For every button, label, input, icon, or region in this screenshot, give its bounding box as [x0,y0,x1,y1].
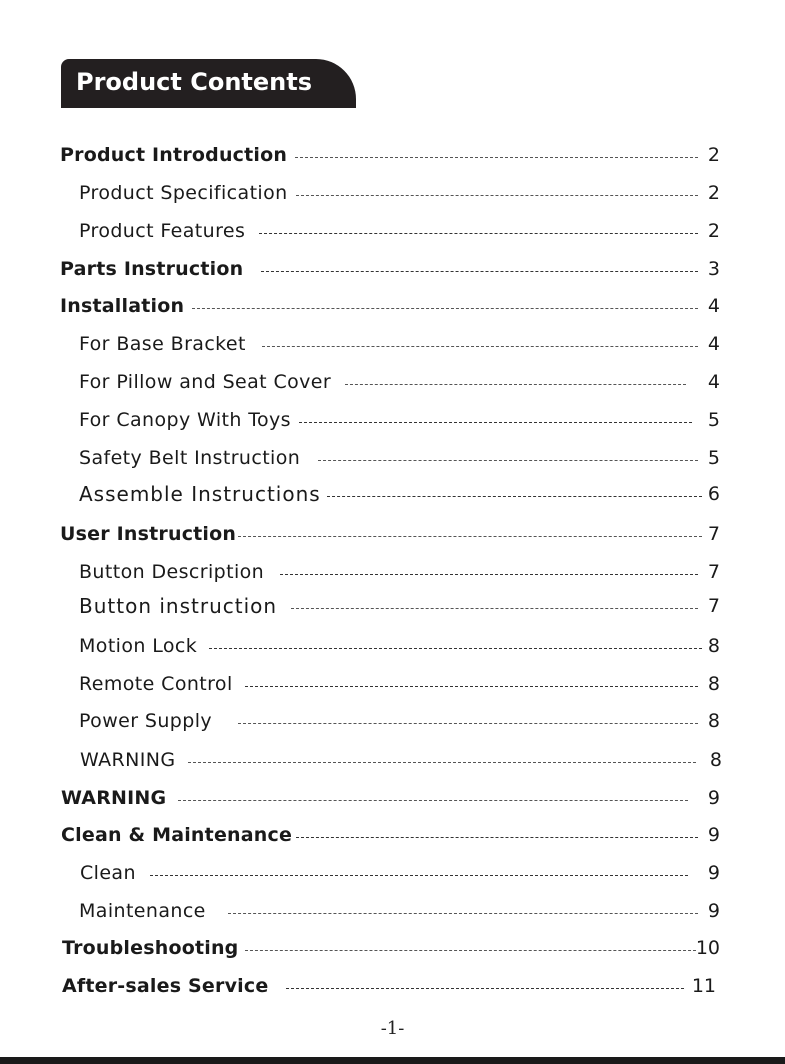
leader-dots [228,913,698,914]
leader-dots [296,837,698,838]
toc-entry-label: Troubleshooting [62,937,239,959]
leader-dots [259,233,698,234]
toc-entry-label: Button Description [79,561,265,583]
toc-entry-label: Installation [60,295,185,317]
toc-entry[interactable] [61,821,720,849]
toc-entry-label: Product Specification [79,182,288,204]
toc-entry[interactable] [79,330,720,358]
toc-entry[interactable] [79,592,720,620]
toc-entry-page: 4 [707,371,720,393]
toc-entry[interactable] [62,934,720,962]
toc-entry-page: 8 [709,749,722,771]
leader-dots [238,536,702,537]
leader-dots [209,648,702,649]
leader-dots [327,496,702,497]
leader-dots [238,723,698,724]
toc-entry[interactable] [80,746,722,774]
leader-dots [262,346,698,347]
toc-entry[interactable] [80,859,720,887]
toc-entry[interactable] [79,558,720,586]
toc-entry[interactable] [79,897,720,925]
toc-entry-page: 7 [707,561,720,583]
leader-dots [345,384,686,385]
toc-entry-page: 6 [707,483,720,505]
toc-entry-page: 8 [707,710,720,732]
toc-entry-label: WARNING [61,787,167,809]
toc-entry-page: 8 [707,673,720,695]
leader-dots [261,271,698,272]
toc-entry[interactable] [60,520,720,548]
toc-entry[interactable] [79,707,720,735]
toc-entry-page: 4 [707,333,720,355]
leader-dots [291,608,698,609]
toc-entry-label: Button instruction [79,594,278,618]
toc-entry-page: 7 [707,595,720,617]
toc-entry-label: Power Supply [79,710,213,732]
toc-entry-label: For Canopy With Toys [79,409,291,431]
toc-entry[interactable] [79,632,720,660]
toc-entry-page: 10 [695,937,720,959]
toc-entry-page: 2 [707,220,720,242]
toc-entry[interactable] [79,368,720,396]
toc-entry-page: 4 [707,295,720,317]
leader-dots [150,875,688,876]
leader-dots [245,686,698,687]
toc-entry[interactable] [60,255,720,283]
toc-entry-label: Assemble Instructions [79,482,321,506]
toc-entry[interactable] [60,292,720,320]
toc-entry-label: Parts Instruction [60,258,244,280]
toc-entry-label: Remote Control [79,673,233,695]
toc-entry-page: 9 [707,900,720,922]
toc-entry-page: 9 [707,824,720,846]
toc-entry[interactable] [60,141,720,169]
toc-entry-label: User Instruction [60,523,237,545]
toc-entry-label: Safety Belt Instruction [79,447,301,469]
page-title: Product Contents [61,59,356,108]
bottom-rule [0,1057,785,1064]
toc-entry[interactable] [79,480,720,508]
leader-dots [245,950,696,951]
toc-entry-page: 5 [707,447,720,469]
toc-entry-page: 3 [707,258,720,280]
toc-entry-label: Motion Lock [79,635,198,657]
toc-entry-page: 9 [707,787,720,809]
toc-entry[interactable] [79,444,720,472]
leader-dots [178,800,688,801]
toc-entry[interactable] [79,406,720,434]
toc-entry[interactable] [79,179,720,207]
leader-dots [188,762,697,763]
toc-entry[interactable] [61,784,720,812]
toc-entry-page: 2 [707,144,720,166]
leader-dots [286,988,683,989]
leader-dots [280,574,698,575]
toc-entry-label: WARNING [80,749,176,771]
toc-entry-page: 7 [707,523,720,545]
toc-entry-label: For Base Bracket [79,333,246,355]
leader-dots [192,308,698,309]
toc-entry[interactable] [62,972,716,1000]
leader-dots [296,195,698,196]
toc-entry-label: Clean [80,862,136,884]
leader-dots [295,157,698,158]
toc-entry-page: 5 [707,409,720,431]
toc-entry-page: 9 [707,862,720,884]
page-number: -1- [380,1018,405,1039]
leader-dots [299,422,692,423]
toc-entry-label: Clean & Maintenance [61,824,293,846]
toc-entry-label: After-sales Service [62,975,269,997]
toc-entry-label: Product Features [79,220,246,242]
toc-entry-page: 11 [691,975,716,997]
toc-entry-label: Maintenance [79,900,206,922]
leader-dots [318,460,698,461]
toc-entry-label: For Pillow and Seat Cover [79,371,332,393]
toc-entry-label: Product Introduction [60,144,288,166]
toc-entry-page: 8 [707,635,720,657]
toc-entry-page: 2 [707,182,720,204]
toc-entry[interactable] [79,217,720,245]
toc-entry[interactable] [79,670,720,698]
